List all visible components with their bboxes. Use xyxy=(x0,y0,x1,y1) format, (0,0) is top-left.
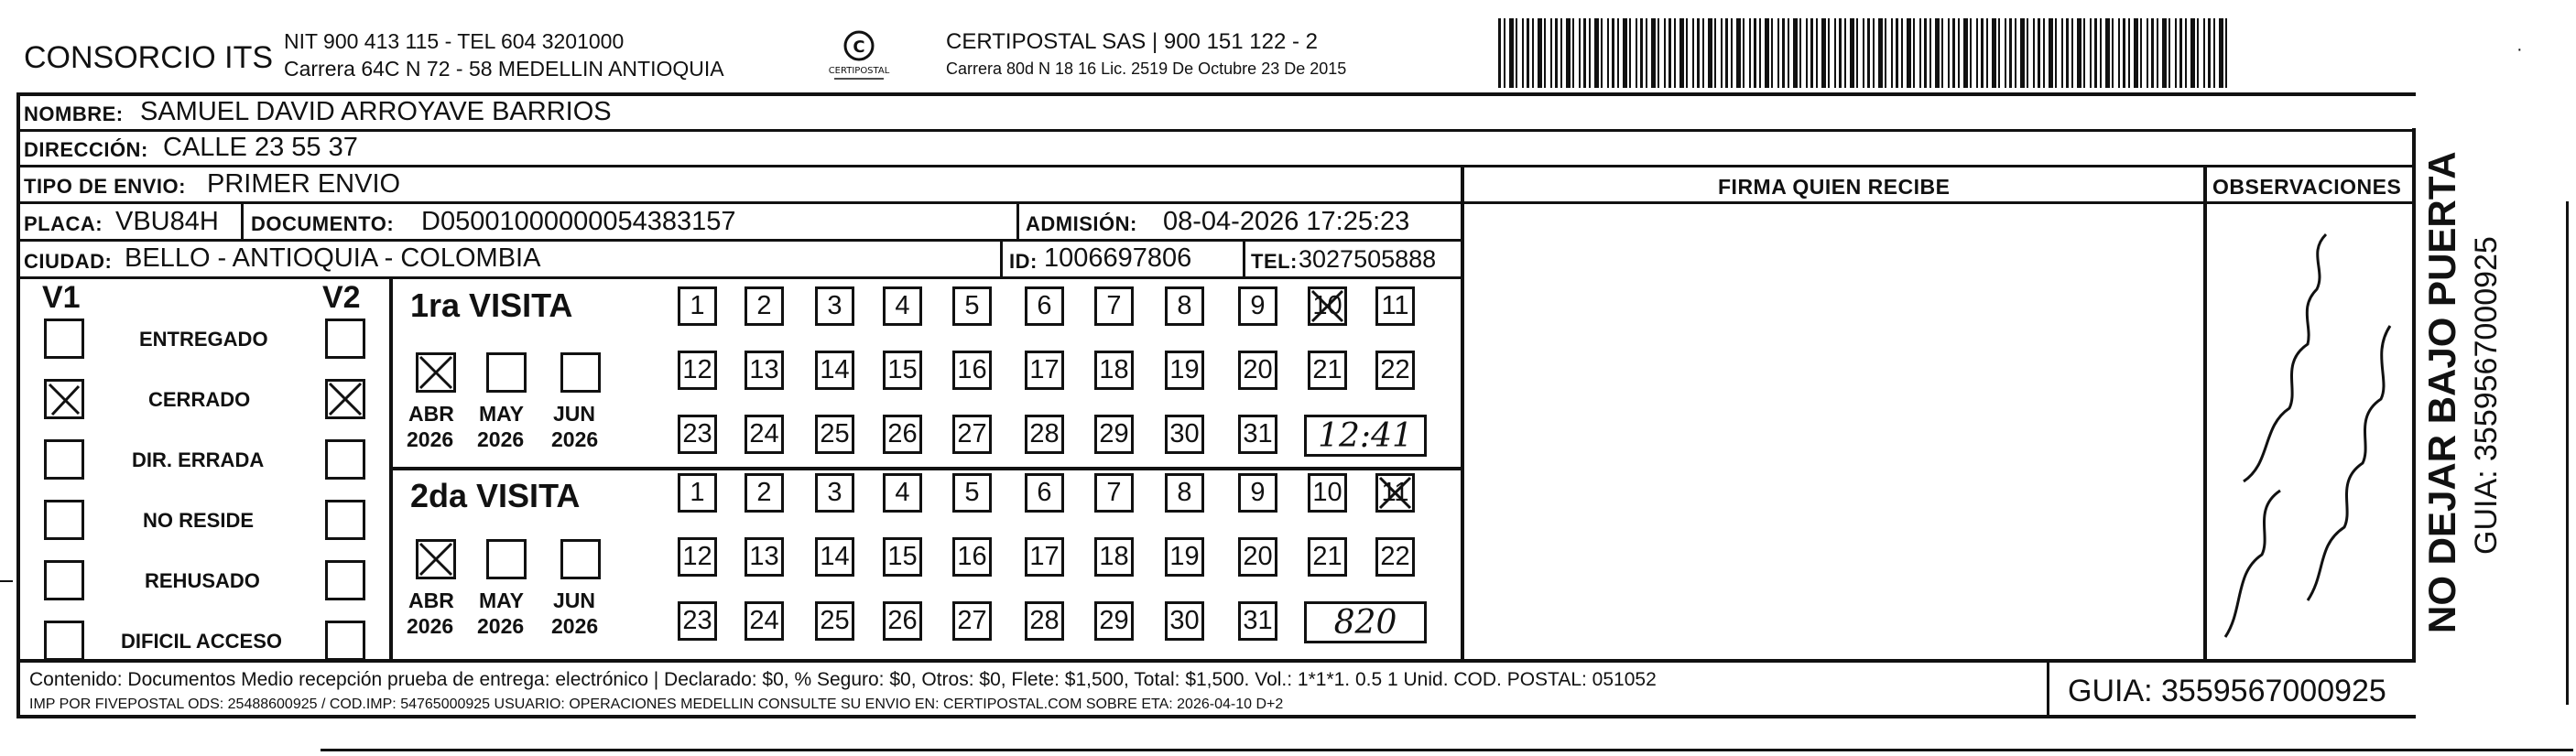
outer-right xyxy=(2566,201,2569,705)
direccion-label: DIRECCIÓN: xyxy=(24,138,148,161)
first-visit-day-18[interactable]: 18 xyxy=(1094,351,1134,390)
second-visit-month-abr[interactable] xyxy=(416,539,456,579)
second-visit-day-11[interactable]: 11 xyxy=(1375,473,1415,513)
first-visit-day-14[interactable]: 14 xyxy=(815,351,854,390)
visit-split xyxy=(389,467,1462,470)
second-visit-day-28[interactable]: 28 xyxy=(1025,601,1064,641)
first-visit-day-20[interactable]: 20 xyxy=(1238,351,1277,390)
year-label: 2026 xyxy=(407,427,454,451)
footer-guia: GUIA: 3559567000925 xyxy=(2068,674,2386,708)
first-visit-month-jun[interactable] xyxy=(560,352,601,393)
v2-checkbox[interactable] xyxy=(325,379,365,419)
svg-text:C: C xyxy=(853,38,865,57)
year-label: 2026 xyxy=(551,614,599,638)
outer-left-tick xyxy=(0,580,13,582)
month-label: JUN xyxy=(553,589,596,612)
first-visit-day-1[interactable]: 1 xyxy=(678,286,717,326)
v1-checkbox[interactable] xyxy=(44,439,84,480)
first-visit-day-27[interactable]: 27 xyxy=(952,415,992,454)
first-visit-day-30[interactable]: 30 xyxy=(1165,415,1204,454)
year-label: 2026 xyxy=(477,427,525,451)
year-label: 2026 xyxy=(407,614,454,638)
second-visit-day-14[interactable]: 14 xyxy=(815,537,854,577)
v1-checkbox[interactable] xyxy=(44,319,84,359)
first-visit-day-16[interactable]: 16 xyxy=(952,351,992,390)
first-visit-day-25[interactable]: 25 xyxy=(815,415,854,454)
first-visit-day-29[interactable]: 29 xyxy=(1094,415,1134,454)
documento-value: D05001000000054383157 xyxy=(421,207,736,236)
first-visit-day-15[interactable]: 15 xyxy=(883,351,922,390)
second-visit-month-jun[interactable] xyxy=(560,539,601,579)
status-label: CERRADO xyxy=(148,388,251,411)
second-visit-day-9[interactable]: 9 xyxy=(1238,473,1277,513)
v1-checkbox[interactable] xyxy=(44,621,84,661)
first-visit-day-31[interactable]: 31 xyxy=(1238,415,1277,454)
v2-checkbox[interactable] xyxy=(325,439,365,480)
second-visit-day-27[interactable]: 27 xyxy=(952,601,992,641)
certipostal-logo xyxy=(818,27,900,82)
first-visit-day-21[interactable]: 21 xyxy=(1308,351,1347,390)
second-visit-day-31[interactable]: 31 xyxy=(1238,601,1277,641)
month-label: MAY xyxy=(479,402,524,426)
frame-right-main xyxy=(2412,128,2416,659)
second-visit-title: 2da VISITA xyxy=(410,477,581,514)
tel-label: TEL: xyxy=(1251,250,1298,273)
first-visit-title: 1ra VISITA xyxy=(410,286,573,324)
side-guia: GUIA: 3559567000925 xyxy=(2469,236,2504,555)
company-address-line: Carrera 64C N 72 - 58 MEDELLIN ANTIOQUIA xyxy=(284,57,724,81)
second-visit-day-12[interactable]: 12 xyxy=(678,537,717,577)
row-sep-5 xyxy=(16,276,1463,279)
first-visit-day-2[interactable]: 2 xyxy=(745,286,784,326)
row-sep-2 xyxy=(16,165,2416,167)
placa-value: VBU84H xyxy=(115,207,219,236)
first-visit-day-26[interactable]: 26 xyxy=(883,415,922,454)
first-visit-day-22[interactable]: 22 xyxy=(1375,351,1415,390)
v1-header: V1 xyxy=(42,280,81,315)
barcode xyxy=(1498,18,2231,88)
first-visit-month-abr[interactable] xyxy=(416,352,456,393)
second-visit-day-29[interactable]: 29 xyxy=(1094,601,1134,641)
footer-contents: Contenido: Documentos Medio recepción prueba de entrega: electrónico | Declarado: $0, % Seguro: $0, Otros: $0, Flete: $1,500, Total: $1,500. Vol.: 1*1*1. 0.5 1 Unid. COD. POSTAL: 051052 xyxy=(29,669,1657,690)
first-visit-day-28[interactable]: 28 xyxy=(1025,415,1064,454)
second-visit-day-24[interactable]: 24 xyxy=(745,601,784,641)
year-label: 2026 xyxy=(551,427,599,451)
carrier-license-line: Carrera 80d N 18 16 Lic. 2519 De Octubre 23 De 2015 xyxy=(946,59,1347,78)
first-visit-day-10[interactable]: 10 xyxy=(1308,286,1347,326)
company-name: CONSORCIO ITS xyxy=(24,40,274,75)
first-visit-day-17[interactable]: 17 xyxy=(1025,351,1064,390)
month-label: ABR xyxy=(408,589,454,612)
admision-sep xyxy=(1016,201,1019,240)
second-visit-day-20[interactable]: 20 xyxy=(1238,537,1277,577)
second-visit-day-26[interactable]: 26 xyxy=(883,601,922,641)
id-sep xyxy=(1000,239,1003,277)
first-visit-day-23[interactable]: 23 xyxy=(678,415,717,454)
v1-checkbox[interactable] xyxy=(44,379,84,419)
second-visit-day-30[interactable]: 30 xyxy=(1165,601,1204,641)
second-visit-month-may[interactable] xyxy=(486,539,527,579)
first-visit-day-5[interactable]: 5 xyxy=(952,286,992,326)
frame-left xyxy=(16,92,20,718)
second-visit-day-4[interactable]: 4 xyxy=(883,473,922,513)
no-dejar-bajo-puerta: NO DEJAR BAJO PUERTA xyxy=(2420,151,2463,633)
first-visit-day-7[interactable]: 7 xyxy=(1094,286,1134,326)
year-label: 2026 xyxy=(477,614,525,638)
second-visit-day-17[interactable]: 17 xyxy=(1025,537,1064,577)
footer-top xyxy=(16,659,2416,663)
placa-sep xyxy=(241,201,244,240)
second-visit-day-7[interactable]: 7 xyxy=(1094,473,1134,513)
month-label: JUN xyxy=(553,402,596,426)
svg-text:CERTIPOSTAL: CERTIPOSTAL xyxy=(828,66,890,76)
first-visit-day-4[interactable]: 4 xyxy=(883,286,922,326)
v2-checkbox[interactable] xyxy=(325,560,365,600)
status-label: REHUSADO xyxy=(145,569,260,592)
first-visit-day-8[interactable]: 8 xyxy=(1165,286,1204,326)
v2-header: V2 xyxy=(322,280,361,315)
v1-checkbox[interactable] xyxy=(44,560,84,600)
status-label: DIFICIL ACCESO xyxy=(121,630,283,653)
row-sep-4 xyxy=(16,239,1463,242)
v2-checkbox[interactable] xyxy=(325,319,365,359)
v2-checkbox[interactable] xyxy=(325,500,365,540)
first-visit-day-9[interactable]: 9 xyxy=(1238,286,1277,326)
firma-header: FIRMA QUIEN RECIBE xyxy=(1718,175,1951,199)
second-visit-day-23[interactable]: 23 xyxy=(678,601,717,641)
carrier-line: CERTIPOSTAL SAS | 900 151 122 - 2 xyxy=(946,29,1318,54)
placa-label: PLACA: xyxy=(24,212,103,235)
admision-label: ADMISIÓN: xyxy=(1026,212,1137,235)
first-visit-day-3[interactable]: 3 xyxy=(815,286,854,326)
row-sep-3 xyxy=(16,201,2416,204)
second-visit-time-box[interactable] xyxy=(1304,601,1427,643)
frame-bottom xyxy=(16,715,2416,718)
second-visit-day-10[interactable]: 10 xyxy=(1308,473,1347,513)
tipo-envio-value: PRIMER ENVIO xyxy=(207,169,401,199)
frame-top xyxy=(16,92,2416,96)
status-label: ENTREGADO xyxy=(139,328,268,351)
second-visit-day-13[interactable]: 13 xyxy=(745,537,784,577)
second-visit-day-25[interactable]: 25 xyxy=(815,601,854,641)
second-visit-day-18[interactable]: 18 xyxy=(1094,537,1134,577)
second-visit-day-3[interactable]: 3 xyxy=(815,473,854,513)
first-visit-day-19[interactable]: 19 xyxy=(1165,351,1204,390)
corner-mark: · xyxy=(2516,39,2523,59)
id-label: ID: xyxy=(1009,250,1038,273)
v2-checkbox[interactable] xyxy=(325,621,365,661)
second-visit-day-1[interactable]: 1 xyxy=(678,473,717,513)
tipo-envio-label: TIPO DE ENVIO: xyxy=(24,175,186,198)
observaciones-header: OBSERVACIONES xyxy=(2212,175,2402,199)
first-visit-day-13[interactable]: 13 xyxy=(745,351,784,390)
second-visit-day-15[interactable]: 15 xyxy=(883,537,922,577)
second-visit-time: 820 xyxy=(1333,603,1397,642)
nombre-value: SAMUEL DAVID ARROYAVE BARRIOS xyxy=(140,97,612,126)
first-visit-time: 12:41 xyxy=(1318,416,1413,455)
footer-guia-sep xyxy=(2047,659,2049,717)
second-visit-day-5[interactable]: 5 xyxy=(952,473,992,513)
status-label: NO RESIDE xyxy=(143,509,255,532)
status-label: DIR. ERRADA xyxy=(132,448,265,471)
nombre-label: NOMBRE: xyxy=(24,103,124,125)
v1-checkbox[interactable] xyxy=(44,500,84,540)
second-visit-day-6[interactable]: 6 xyxy=(1025,473,1064,513)
tel-value: 3027505888 xyxy=(1299,245,1437,273)
documento-label: DOCUMENTO: xyxy=(251,212,395,235)
first-visit-time-box[interactable] xyxy=(1304,415,1427,457)
row-sep-1 xyxy=(16,129,2416,132)
outer-bottom xyxy=(321,749,2573,751)
admision-value: 08-04-2026 17:25:23 xyxy=(1163,207,1410,236)
tel-sep xyxy=(1243,239,1245,277)
col-firma-left xyxy=(1461,165,1464,661)
second-visit-day-8[interactable]: 8 xyxy=(1165,473,1204,513)
month-label: MAY xyxy=(479,589,524,612)
ciudad-label: CIUDAD: xyxy=(24,250,113,273)
second-visit-day-16[interactable]: 16 xyxy=(952,537,992,577)
company-nit-line: NIT 900 413 115 - TEL 604 3201000 xyxy=(284,29,625,53)
second-visit-day-22[interactable]: 22 xyxy=(1375,537,1415,577)
footer-print-info: IMP POR FIVEPOSTAL ODS: 25488600925 / COD.IMP: 54765000925 USUARIO: OPERACIONES MEDELLIN CONSULTE SU ENVIO EN: CERTIPOSTAL.COM SOBRE ETA: 2026-04-10 D+2 xyxy=(29,697,1284,712)
direccion-value: CALLE 23 55 37 xyxy=(163,133,358,162)
first-visit-day-6[interactable]: 6 xyxy=(1025,286,1064,326)
handwritten-observation xyxy=(2207,207,2412,655)
first-visit-day-11[interactable]: 11 xyxy=(1375,286,1415,326)
second-visit-day-19[interactable]: 19 xyxy=(1165,537,1204,577)
second-visit-day-2[interactable]: 2 xyxy=(745,473,784,513)
first-visit-month-may[interactable] xyxy=(486,352,527,393)
second-visit-day-21[interactable]: 21 xyxy=(1308,537,1347,577)
month-label: ABR xyxy=(408,402,454,426)
first-visit-day-12[interactable]: 12 xyxy=(678,351,717,390)
id-value: 1006697806 xyxy=(1044,243,1192,273)
first-visit-day-24[interactable]: 24 xyxy=(745,415,784,454)
ciudad-value: BELLO - ANTIOQUIA - COLOMBIA xyxy=(125,243,541,273)
